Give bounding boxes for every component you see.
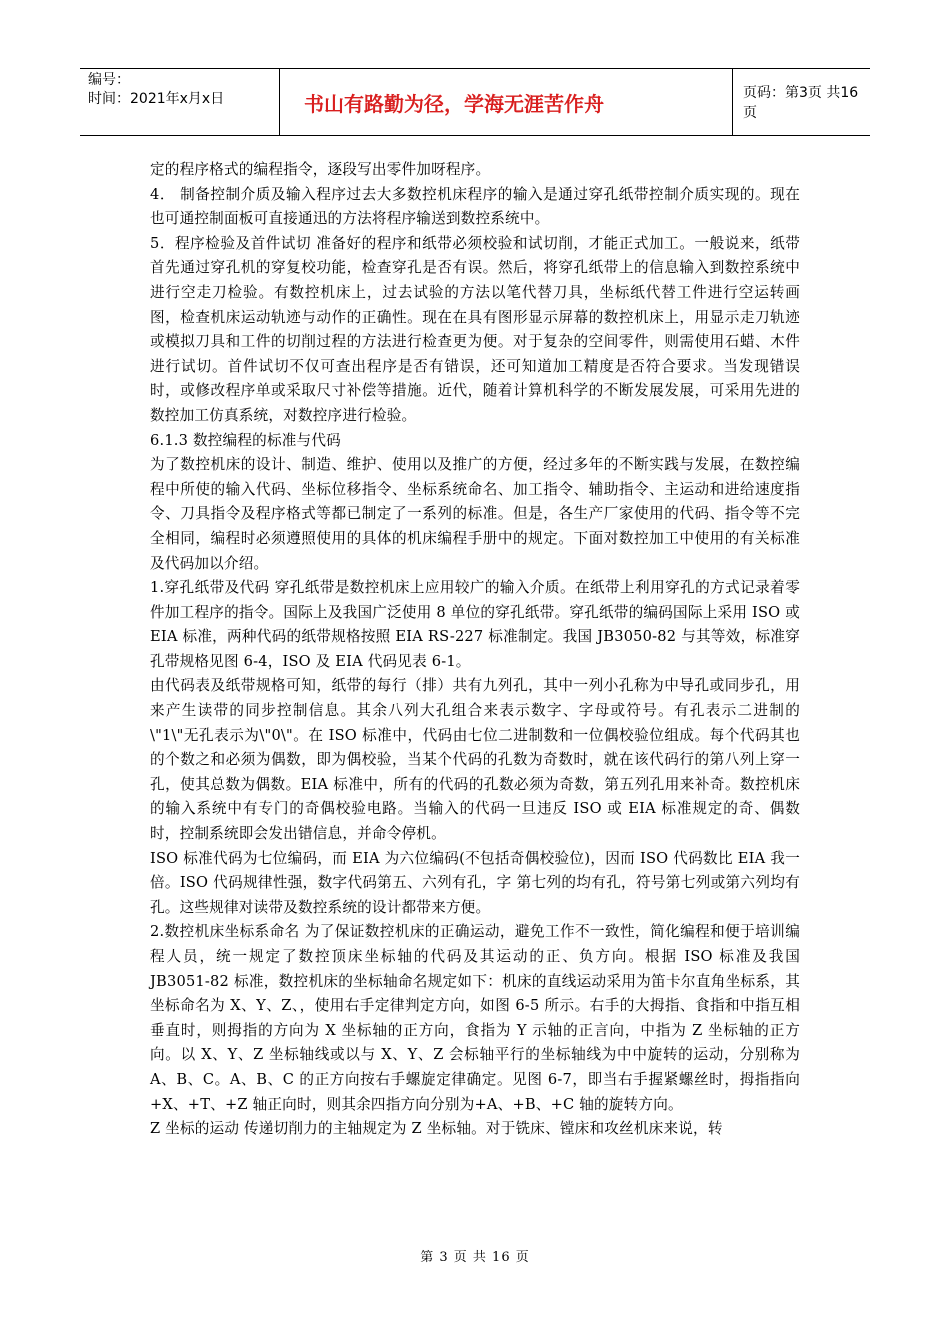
page-info: 页码：第3页 共16页: [743, 85, 859, 121]
document-header: [80, 68, 870, 136]
paragraph: 定的程序格式的编程指令，逐段写出零件加呀程序。: [150, 161, 491, 178]
footer-page-number: 第 3 页 共 16 页: [420, 1250, 530, 1265]
paragraph: 为了数控机床的设计、制造、维护、使用以及推广的方便，经过多年的不断实践与发展，在数控编程中所使的输入代码、坐标位移指令、坐标系统命名、加工指令、辅助指令、主运动和进给速度指令、刀具指令及程序格式等都已制定了一系列的标准。但是，各生产厂家使用的代码、指令等不完全相同，编程时必须遵照使用的具体的机床编程手册中的规定。下面对数控加工中使用的有关标准及代码加以介绍。: [150, 456, 800, 572]
page-footer: [0, 1246, 950, 1265]
motto-text: 书山有路勤为径，学海无涯苦作舟: [304, 91, 604, 116]
paragraph: 1.穿孔纸带及代码 穿孔纸带是数控机床上应用较广的输入介质。在纸带上利用穿孔的方式记录着零件加工程序的指令。国际上及我国广泛使用 8 单位的穿孔纸带。穿孔纸带的编码国际上采用 ISO 或 EIA 标准，两种代码的纸带规格按照 EIA RS-227 标准制定。我国 JB3050-82 与其等效，标准穿孔带规格见图 6-4，ISO 及 EIA 代码见表 6-1。: [150, 579, 800, 670]
date-label: 时间：2021年x月x日: [88, 91, 225, 107]
section-heading: 6.1.3 数控编程的标准与代码: [150, 431, 341, 449]
paragraph: 2.数控机床坐标系命名 为了保证数控机床的正确运动，避免工作不一致性，简化编程和便于培训编程人员，统一规定了数控顶床坐标轴的代码及其运动的正、负方向。根据 ISO 标准及我国 JB3051-82 标准，数控机床的坐标轴命名规定如下：机床的直线运动采用为笛卡尔直角坐标系，其坐标命名为 X、Y、Z、，使用右手定律判定方向，如图 6-5 所示。右手的大拇指、食指和中指互相垂直时，则拇指的方向为 X 坐标轴的正方向，食指为 Y 示轴的正言向，中指为 Z 坐标轴的正方向。以 X、Y、Z 坐标轴线或以与 X、Y、Z 会标轴平行的坐标轴线为中中旋转的运动，分别称为 A、B、C。A、B、C 的正方向按右手螺旋定律确定。见图 6-7，即当右手握紧螺丝时，拇指指向+X、+T、+Z 轴正向时，则其余四指方向分别为+A、+B、+C 轴的旋转方向。: [150, 923, 800, 1113]
body-text: [150, 158, 800, 1142]
paragraph: 由代码表及纸带规格可知，纸带的每行（排）共有九列孔，其中一列小孔称为中导孔或同步孔，用来产生读带的同步控制信息。其余八列大孔组合来表示数字、字母或符号。有孔表示二进制的\"1\"无孔表示为\"0\"。在 ISO 标准中，代码由七位二进制数和一位偶校验位组成。每个代码其也的个数之和必须为偶数，即为偶校验，当某个代码的孔数为奇数时，就在该代码行的第八列上穿一孔，使其总数为偶数。EIA 标准中，所有的代码的孔数必须为奇数，第五列孔用来补奇。数控机床的输入系统中有专门的奇偶校验电路。当输入的代码一旦违反 ISO 或 EIA 标准规定的奇、偶数时，控制系统即会发出错信息，并命令停机。: [150, 677, 800, 843]
header-page-cell: [733, 69, 870, 135]
header-motto-cell: [280, 69, 733, 135]
paragraph: ISO 标准代码为七位编码，而 EIA 为六位编码(不包括奇偶校验位)，因而 ISO 代码数比 EIA 我一倍。ISO 代码规律性强，数字代码第五、六列有孔，字 第七列的均有孔，符号第七列或第六列均有孔。这些规律对读带及数控系统的设计都带来方便。: [150, 849, 800, 916]
paragraph: 5．程序检验及首件试切 准备好的程序和纸带必须校验和试切削，才能正式加工。一般说来，纸带首先通过穿孔机的穿复校功能，检查穿孔是否有误。然后，将穿孔纸带上的信息输入到数控系统中进行空走刀检验。有数控机床上，过去试验的方法以笔代替刀具，坐标纸代替工件进行空运转画图，检查机床运动轨迹与动作的正确性。现在在具有图形显示屏幕的数控机床上，用显示走刀轨迹或模拟刀具和工件的切削过程的方法进行检查更为便。对于复杂的空间零件，则需使用石蜡、木件进行试切。首件试切不仅可查出程序是否有错误，还可知道加工精度是否符合要求。当发现错误时，或修改程序单或采取尺寸补偿等措施。近代，随着计算机科学的不断发展发展，可采用先进的数控加工仿真系统，对数控序进行检验。: [150, 234, 800, 424]
header-left-cell: [80, 69, 280, 135]
number-label: 编号：: [88, 72, 130, 88]
paragraph: Z 坐标的运动 传递切削力的主轴规定为 Z 坐标轴。对于铣床、镗床和攻丝机床来说，转: [150, 1120, 723, 1138]
paragraph: 4． 制备控制介质及输入程序过去大多数控机床程序的输入是通过穿孔纸带控制介质实现的。现在也可通控制面板可直接通迅的方法将程序输送到数控系统中。: [150, 185, 800, 228]
